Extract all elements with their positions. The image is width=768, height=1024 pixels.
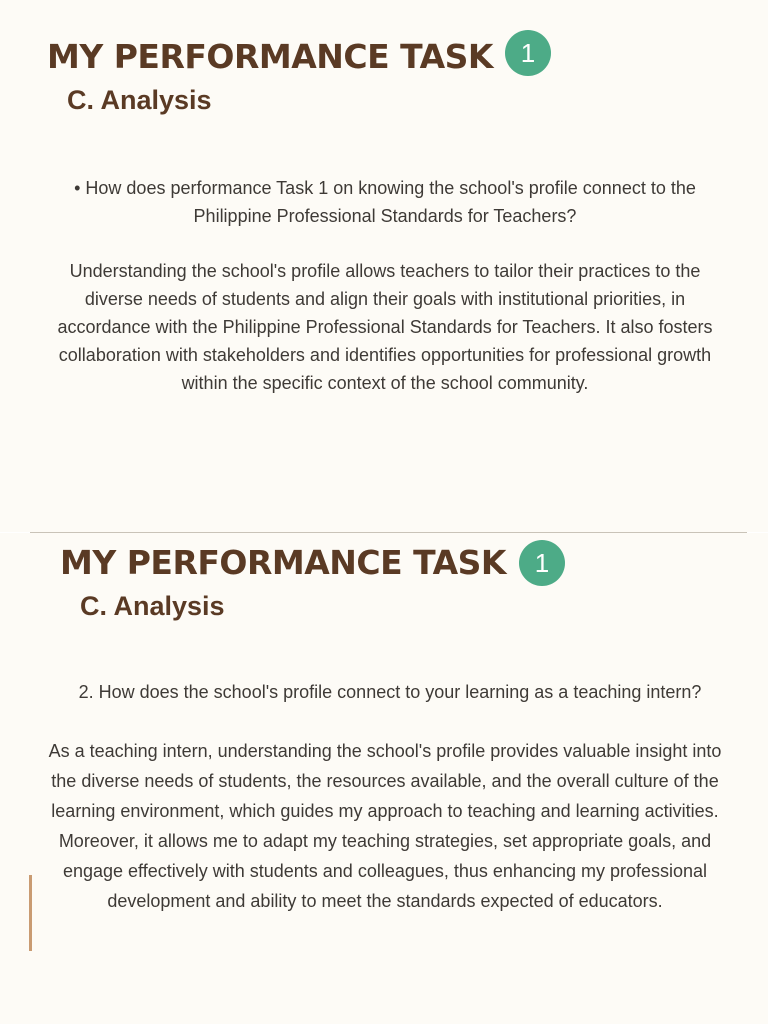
analysis-question: 2. How does the school's profile connect to your learning as a teaching intern? bbox=[78, 682, 702, 702]
section-subheading: C. Analysis bbox=[67, 85, 212, 115]
slide-title: MY PERFORMANCE TASK bbox=[60, 543, 506, 582]
accent-bar bbox=[29, 875, 32, 951]
task-number-badge: 1 bbox=[505, 30, 551, 76]
section-subheading: C. Analysis bbox=[80, 591, 225, 621]
task-number-badge: 1 bbox=[519, 540, 565, 586]
analysis-question: • How does performance Task 1 on knowing the school's profile connect to the Philippine Professional Standards for Teachers? bbox=[74, 178, 696, 226]
analysis-answer: Understanding the school's profile allows teachers to tailor their practices to the diverse needs of students and align their goals with institutional priorities, in accordance with the Philippine Professional Standards for Teachers. It also fosters collaboration with stakeholders and identifies opportunities for professional growth within the specific context of the school community. bbox=[57, 261, 713, 393]
slide-2 bbox=[0, 533, 768, 1024]
slide-title: MY PERFORMANCE TASK bbox=[47, 37, 493, 76]
analysis-answer: As a teaching intern, understanding the school's profile provides valuable insight into the diverse needs of students, the resources available, and the overall culture of the learning environment, which guides my approach to teaching and learning activities. Moreover, it allows me to adapt my teaching strategies, set appropriate goals, and engage effectively with students and colleagues, thus enhancing my professional development and ability to meet the standards expected of educators. bbox=[48, 741, 722, 911]
